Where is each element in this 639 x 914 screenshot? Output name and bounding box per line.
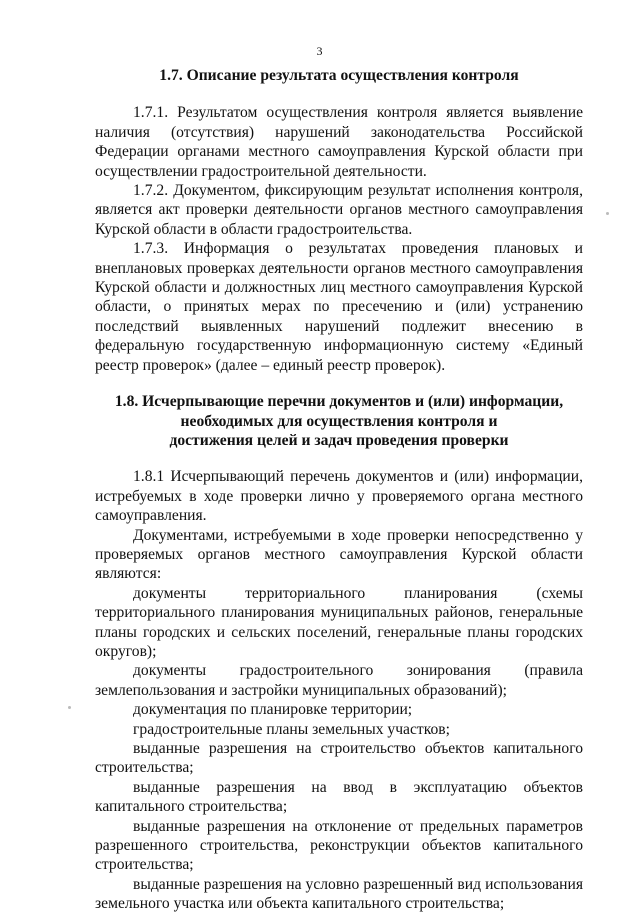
- list-item: градостроительные планы земельных участков;: [133, 720, 450, 738]
- paragraph-1-7-2: 1.7.2. Документом, фиксирующим результат исполнения контроля, является акт проверки деятельности органов местного самоуправления Курской области в области градостроительства.: [95, 182, 583, 238]
- list-item: выданные разрешения на строительство объектов капитального строительства;: [95, 740, 583, 777]
- list-item: документы градостроительного зонирования (правила землепользования и застройки муниципальных образований);: [95, 662, 583, 699]
- section-1-8-body: [95, 467, 583, 913]
- document-body: [95, 66, 583, 914]
- list-item: выданные разрешения на отклонение от предельных параметров разрешенного строительства, реконструкции объектов капитального строительства;: [95, 817, 583, 874]
- section-1-8-heading: [95, 392, 583, 450]
- list-item: выданные разрешения на ввод в эксплуатацию объектов капитального строительства;: [95, 778, 583, 816]
- list-item: документы территориального планирования (схемы территориального планирования муниципальных районов, генеральные планы городских и сельских поселений, генеральные планы городских округов);: [95, 584, 583, 660]
- section-1-8-heading-line: необходимых для осуществления контроля и: [180, 412, 498, 430]
- section-1-8-heading-line: достижения целей и задач проведения проверки: [169, 431, 509, 449]
- page-number: 3: [316, 44, 323, 58]
- list-item: выданные разрешения на условно разрешенный вид использования земельного участка или объекта капитального строительства;: [95, 875, 583, 913]
- section-1-7-body: [95, 103, 583, 375]
- paragraph-1-8-1: 1.8.1 Исчерпывающий перечень документов и (или) информации, истребуемых в ходе проверки лично у проверяемого органа местного самоуправления.: [95, 468, 583, 525]
- scan-speck: [606, 212, 609, 215]
- list-item: документация по планировке территории;: [133, 701, 413, 719]
- paragraph-1-7-1: 1.7.1. Результатом осуществления контроля является выявление наличия (отсутствия) нарушений законодательства Российской Федерации органами местного самоуправления Курской области при осуществлении градостроительной деятельности.: [95, 104, 583, 180]
- scan-speck: [68, 706, 71, 709]
- paragraph-documents-intro: Документами, истребуемыми в ходе проверки непосредственно у проверяемых органов местного самоуправления Курской области являются:: [95, 526, 583, 583]
- paragraph-1-7-3: 1.7.3. Информация о результатах проведения плановых и внеплановых проверках деятельности органов местного самоуправления Курской области и должностных лиц местного самоуправления Курской области, о принятых мерах по пресечению и (или) устранению последствий выявленных нарушений подлежит внесению в федеральную государственную информационную систему «Единый реестр проверок» (далее – единый реестр проверок).: [95, 240, 583, 374]
- section-1-7-heading: 1.7. Описание результата осуществления контроля: [159, 67, 519, 84]
- section-1-8-heading-line: 1.8. Исчерпывающие перечни документов и (или) информации,: [114, 393, 564, 411]
